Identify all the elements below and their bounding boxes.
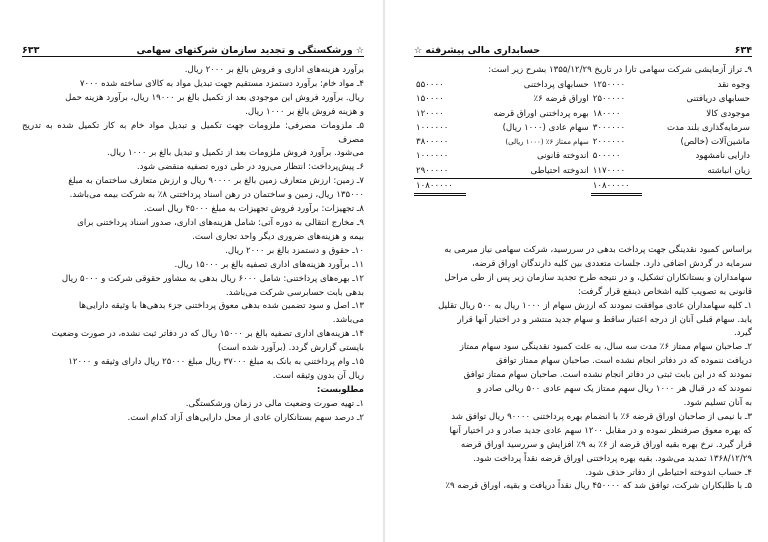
asset-label: وجوه نقد bbox=[717, 79, 750, 90]
liability-label: اوراق قرضه ۶٪ bbox=[533, 94, 589, 105]
text-line: ۱۳۶۸/۱۲/۲۹ تمدید می‌شود. بقیه بهره پرداختنی اوراق قرضه نقداً پرداخت شود. bbox=[473, 453, 752, 464]
text-line: ۱۱ـ برآورد هزینه‌های اداری تصفیه بالغ بر ۱۵۰۰۰ ریال. bbox=[174, 259, 364, 270]
spacer-cell bbox=[466, 178, 591, 194]
liability-amount: ۱۰۰۰۰۰۰ bbox=[416, 122, 449, 133]
text-line: ۱۲ـ بهره‌های پرداختنی: شامل ۶۰۰۰ ریال بدهی به مشاور حقوقی شرکت و ۵۰۰۰ ریال bbox=[61, 273, 364, 284]
requirements-heading: مطلوبست: bbox=[316, 384, 364, 395]
right-body-top bbox=[414, 64, 752, 196]
left-running-header bbox=[22, 40, 364, 57]
star-icon: ☆ bbox=[414, 46, 423, 56]
left-body bbox=[22, 64, 364, 426]
text-line: ۲ـ صاحبان سهام ممتاز ۶٪ مدت سه سال، به علت کمبود نقدینگی سود سهام ممتاز bbox=[459, 342, 752, 353]
table-row bbox=[414, 149, 752, 163]
text-line: نمودند که در این بابت ثبتی در دفاتر انجام نشده است. صاحبان سهام ممتاز توافق bbox=[463, 370, 752, 381]
table-row bbox=[414, 135, 752, 149]
text-line: گیرد. bbox=[734, 328, 752, 339]
text-line: ۵ـ ملزومات مصرفی: ملزومات جهت تکمیل و تبدیل مواد خام به کار تکمیل شده به تدریج مصرف bbox=[22, 120, 364, 145]
asset-label: سرمایه‌گذاری بلند مدت bbox=[666, 122, 750, 133]
asset-amount: ۲۰۰۰۰۰۰ bbox=[592, 137, 626, 148]
text-line: ۱۴ـ هزینه‌های اداری تصفیه بالغ بر ۱۵۰۰۰ ریال که در دفاتر ثبت نشده، در صورت وضعیت bbox=[51, 329, 364, 340]
star-icon: ☆ bbox=[355, 46, 364, 56]
text-line: ۴ـ حساب اندوخته احتیاطی از دفاتر حذف شود. bbox=[585, 467, 752, 478]
text-line: سرمایه در گردش اضافی دارد. جلسات متعددی بین کلیه دارندگان اوراق قرضه، bbox=[472, 258, 752, 269]
asset-label: حسابهای دریافتنی bbox=[686, 94, 750, 105]
right-header-title: حسابداری مالی پیشرفته ☆ bbox=[414, 45, 541, 56]
right-page-number: ۶۳۴ bbox=[734, 45, 752, 56]
requirement-item: ۲ـ درصد سهم بستانکاران عادی از محل دارایی‌های آزاد کدام است. bbox=[127, 412, 364, 423]
page-gutter bbox=[383, 0, 385, 542]
text-line: بدهی بابت حسابرسی شرکت می‌باشد. bbox=[225, 287, 364, 298]
liability-amount: ۳۸۰۰۰۰۰ bbox=[416, 137, 449, 148]
text-line: ۶ـ پیش‌پرداخت: انتظار می‌رود در طی دوره تصفیه منقضی شود. bbox=[136, 162, 364, 173]
requirement-item: ۱ـ تهیه صورت وضعیت مالی در زمان ورشکستگی. bbox=[185, 398, 364, 409]
asset-amount: ۲۵۰۰۰۰۰ bbox=[592, 94, 626, 105]
liability-label: اندوخته احتیاطی bbox=[530, 165, 589, 176]
trial-balance-intro: ۹ـ تراز آزمایشی شرکت سهامی تارا در تاریخ ۱۳۵۵/۱۲/۲۹ بشرح زیر است: bbox=[488, 65, 752, 75]
text-line: ۴ـ مواد خام: برآورد دستمزد مستقیم جهت تبدیل مواد به کالای ساخته شده ۷۰۰۰ bbox=[79, 78, 364, 89]
liability-amount: ۱۲۰۰۰۰ bbox=[416, 108, 444, 119]
asset-amount: ۱۱۷۰۰۰۰ bbox=[592, 165, 626, 176]
text-line: ۷ـ زمین: ارزش متعارف زمین بالغ بر ۹۰۰۰۰ ریال و ارزش متعارف ساختمان به مبلغ bbox=[68, 176, 364, 187]
text-line: می‌باشد. bbox=[332, 315, 364, 326]
text-line: ریال. برآورد فروش این موجودی بعد از تکمیل بالغ بر ۱۹۰۰۰ ریال، برآورد هزینه حمل bbox=[65, 92, 364, 103]
text-line: ۱۳ـ اصل و سود تضمین شده بدهی معوق پرداختنی جزء بدهی‌ها با وثیقه دارایی‌ها bbox=[78, 301, 364, 312]
liability-label: حسابهای پرداختنی bbox=[523, 79, 589, 90]
spacer-cell bbox=[642, 178, 752, 194]
totals-row bbox=[414, 178, 752, 194]
text-line: ۱۰ـ حقوق و دستمزد بالغ بر ۲۰۰۰ ریال. bbox=[225, 245, 364, 256]
asset-label: ماشین‌آلات (خالص) bbox=[680, 137, 750, 148]
right-running-header bbox=[414, 40, 752, 57]
liability-label: بهره پرداختنی اوراق قرضه bbox=[493, 108, 589, 119]
asset-amount: ۱۸۰۰۰۰ bbox=[592, 108, 621, 119]
text-line: براساس کمبود نقدینگی جهت پرداخت بدهی در سررسید، شرکت سهامی نیاز مبرمی به bbox=[444, 245, 752, 255]
text-line: برآورد هزینه‌های اداری و فروش بالغ بر ۲۰۰۰ ریال. bbox=[184, 65, 364, 75]
asset-label: زیان انباشته bbox=[707, 165, 750, 176]
text-line: بایستی گزارش گردد. (برآورد شده است) bbox=[217, 343, 364, 354]
text-line: می‌شود. برآورد فروش ملزومات بعد از تکمیل و تبدیل بالغ بر ۱۰۰۰ ریال. bbox=[107, 148, 364, 159]
asset-amount: ۳۰۰۰۰۰۰ bbox=[592, 122, 626, 133]
table-row bbox=[414, 107, 752, 121]
text-line: ۸ـ تجهیزات: برآورد فروش تجهیزات به مبلغ ۴۵۰۰۰ ریال است. bbox=[143, 204, 364, 215]
table-row bbox=[414, 92, 752, 106]
right-body-bottom bbox=[414, 244, 752, 494]
text-line: بیمه و هزینه‌های ضروری دیگر واحد تجاری است. bbox=[192, 231, 364, 242]
text-line: دریافت ننموده که در دفاتر انجام نشده است. صاحبان سهام ممتاز توافق bbox=[495, 356, 752, 367]
total-assets: ۱۰۸۰۰۰۰۰ bbox=[591, 178, 643, 194]
text-line: ریال آن بدون وثیقه است. bbox=[272, 370, 364, 381]
trial-balance-table bbox=[414, 78, 752, 196]
asset-amount: ۵۰۰۰۰۰ bbox=[592, 151, 621, 162]
liability-amount: ۱۵۰۰۰۰ bbox=[416, 94, 444, 105]
text-line: ۹ـ مخارج انتقالی به دوره آتی: شامل هزینه‌های اداری، صدور اسناد پرداختنی برای bbox=[77, 217, 364, 228]
text-line: ۱۵ـ وام پرداختنی به بانک به مبلغ ۳۷۰۰۰ ریال مبلغ ۲۵۰۰۰ ریال دارای وثیقه و ۱۲۰۰۰ bbox=[68, 357, 364, 368]
text-line: ۱۳۵۰۰۰ ریال، زمین و ساختمان در رهن اسناد پرداختنی ۸٪ به شرکت بیمه می‌باشد. bbox=[69, 190, 364, 201]
text-line: قانونی به تصویب کلیه اشخاص ذینفع قرار گرفت: bbox=[577, 286, 752, 297]
text-line: و هزینه فروش بالغ بر ۱۰۰۰ ریال. bbox=[245, 106, 364, 117]
liability-label: سهام عادی (۱۰۰۰ ریال) bbox=[502, 122, 589, 133]
liability-amount: ۲۹۰۰۰۰۰ bbox=[416, 165, 449, 176]
liability-label: اندوخته قانونی bbox=[536, 151, 589, 162]
table-row bbox=[414, 164, 752, 179]
asset-amount: ۱۲۵۰۰۰۰ bbox=[592, 79, 626, 90]
text-line: نمودند که در قبال هر ۱۰۰۰ ریال سهم ممتاز یک سهم عادی ۵۰۰ ریالی صادر و bbox=[477, 384, 752, 395]
left-page-number: ۶۳۳ bbox=[22, 45, 40, 56]
text-line: ۱ـ کلیه سهامداران عادی موافقت نمودند که ارزش سهام از ۱۰۰۰ ریال به ۵۰۰ ریال تقلیل bbox=[438, 300, 752, 311]
table-row bbox=[414, 78, 752, 92]
text-line: یابد. سهام قبلی آنان از درجه اعتبار ساقط و سهام جدید منتشر و در اختیار آنها قرار bbox=[457, 314, 752, 325]
text-line: قرار گیرد. نرخ بهره بقیه اوراق قرضه از ۶٪ به ۹٪ افزایش و سررسید اوراق قرضه bbox=[460, 439, 752, 450]
liability-amount: ۱۰۰۰۰۰۰ bbox=[416, 151, 449, 162]
table-row bbox=[414, 121, 752, 135]
left-header-title: ☆ ورشکستگی و تجدید سازمان شرکتهای سهامی bbox=[136, 45, 364, 56]
text-line: سهامداران و بستانکاران تشکیل، و در نتیجه طرح تجدید سازمان زیر پس از طی مراحل bbox=[444, 272, 752, 283]
text-line: ۳ـ با نیمی از صاحبان اوراق قرضه ۶٪ با انضمام بهره پرداختنی ۹۰۰۰۰ ریال توافق شد bbox=[451, 411, 752, 422]
asset-label: دارایی نامشهود bbox=[695, 151, 750, 162]
text-line: که بهره معوق صرفنظر نموده و در مقابل ۱۲۰۰ سهم عادی جدید صادر و در اختیار آنها bbox=[449, 425, 752, 436]
text-line: به آنان تسلیم شود. bbox=[683, 397, 752, 408]
text-line: ۵ـ با طلبکاران شرکت، توافق شد که ۴۵۰۰۰۰ ریال نقداً دریافت و بقیه، اوراق قرضه ۹٪ bbox=[445, 481, 752, 492]
asset-label: موجودی کالا bbox=[706, 108, 750, 119]
total-liabilities: ۱۰۸۰۰۰۰۰ bbox=[414, 178, 466, 194]
liability-amount: ۵۵۰۰۰۰ bbox=[416, 79, 444, 90]
liability-label: سهام ممتاز ۶٪ (۱۰۰۰ ریالی) bbox=[505, 138, 589, 147]
